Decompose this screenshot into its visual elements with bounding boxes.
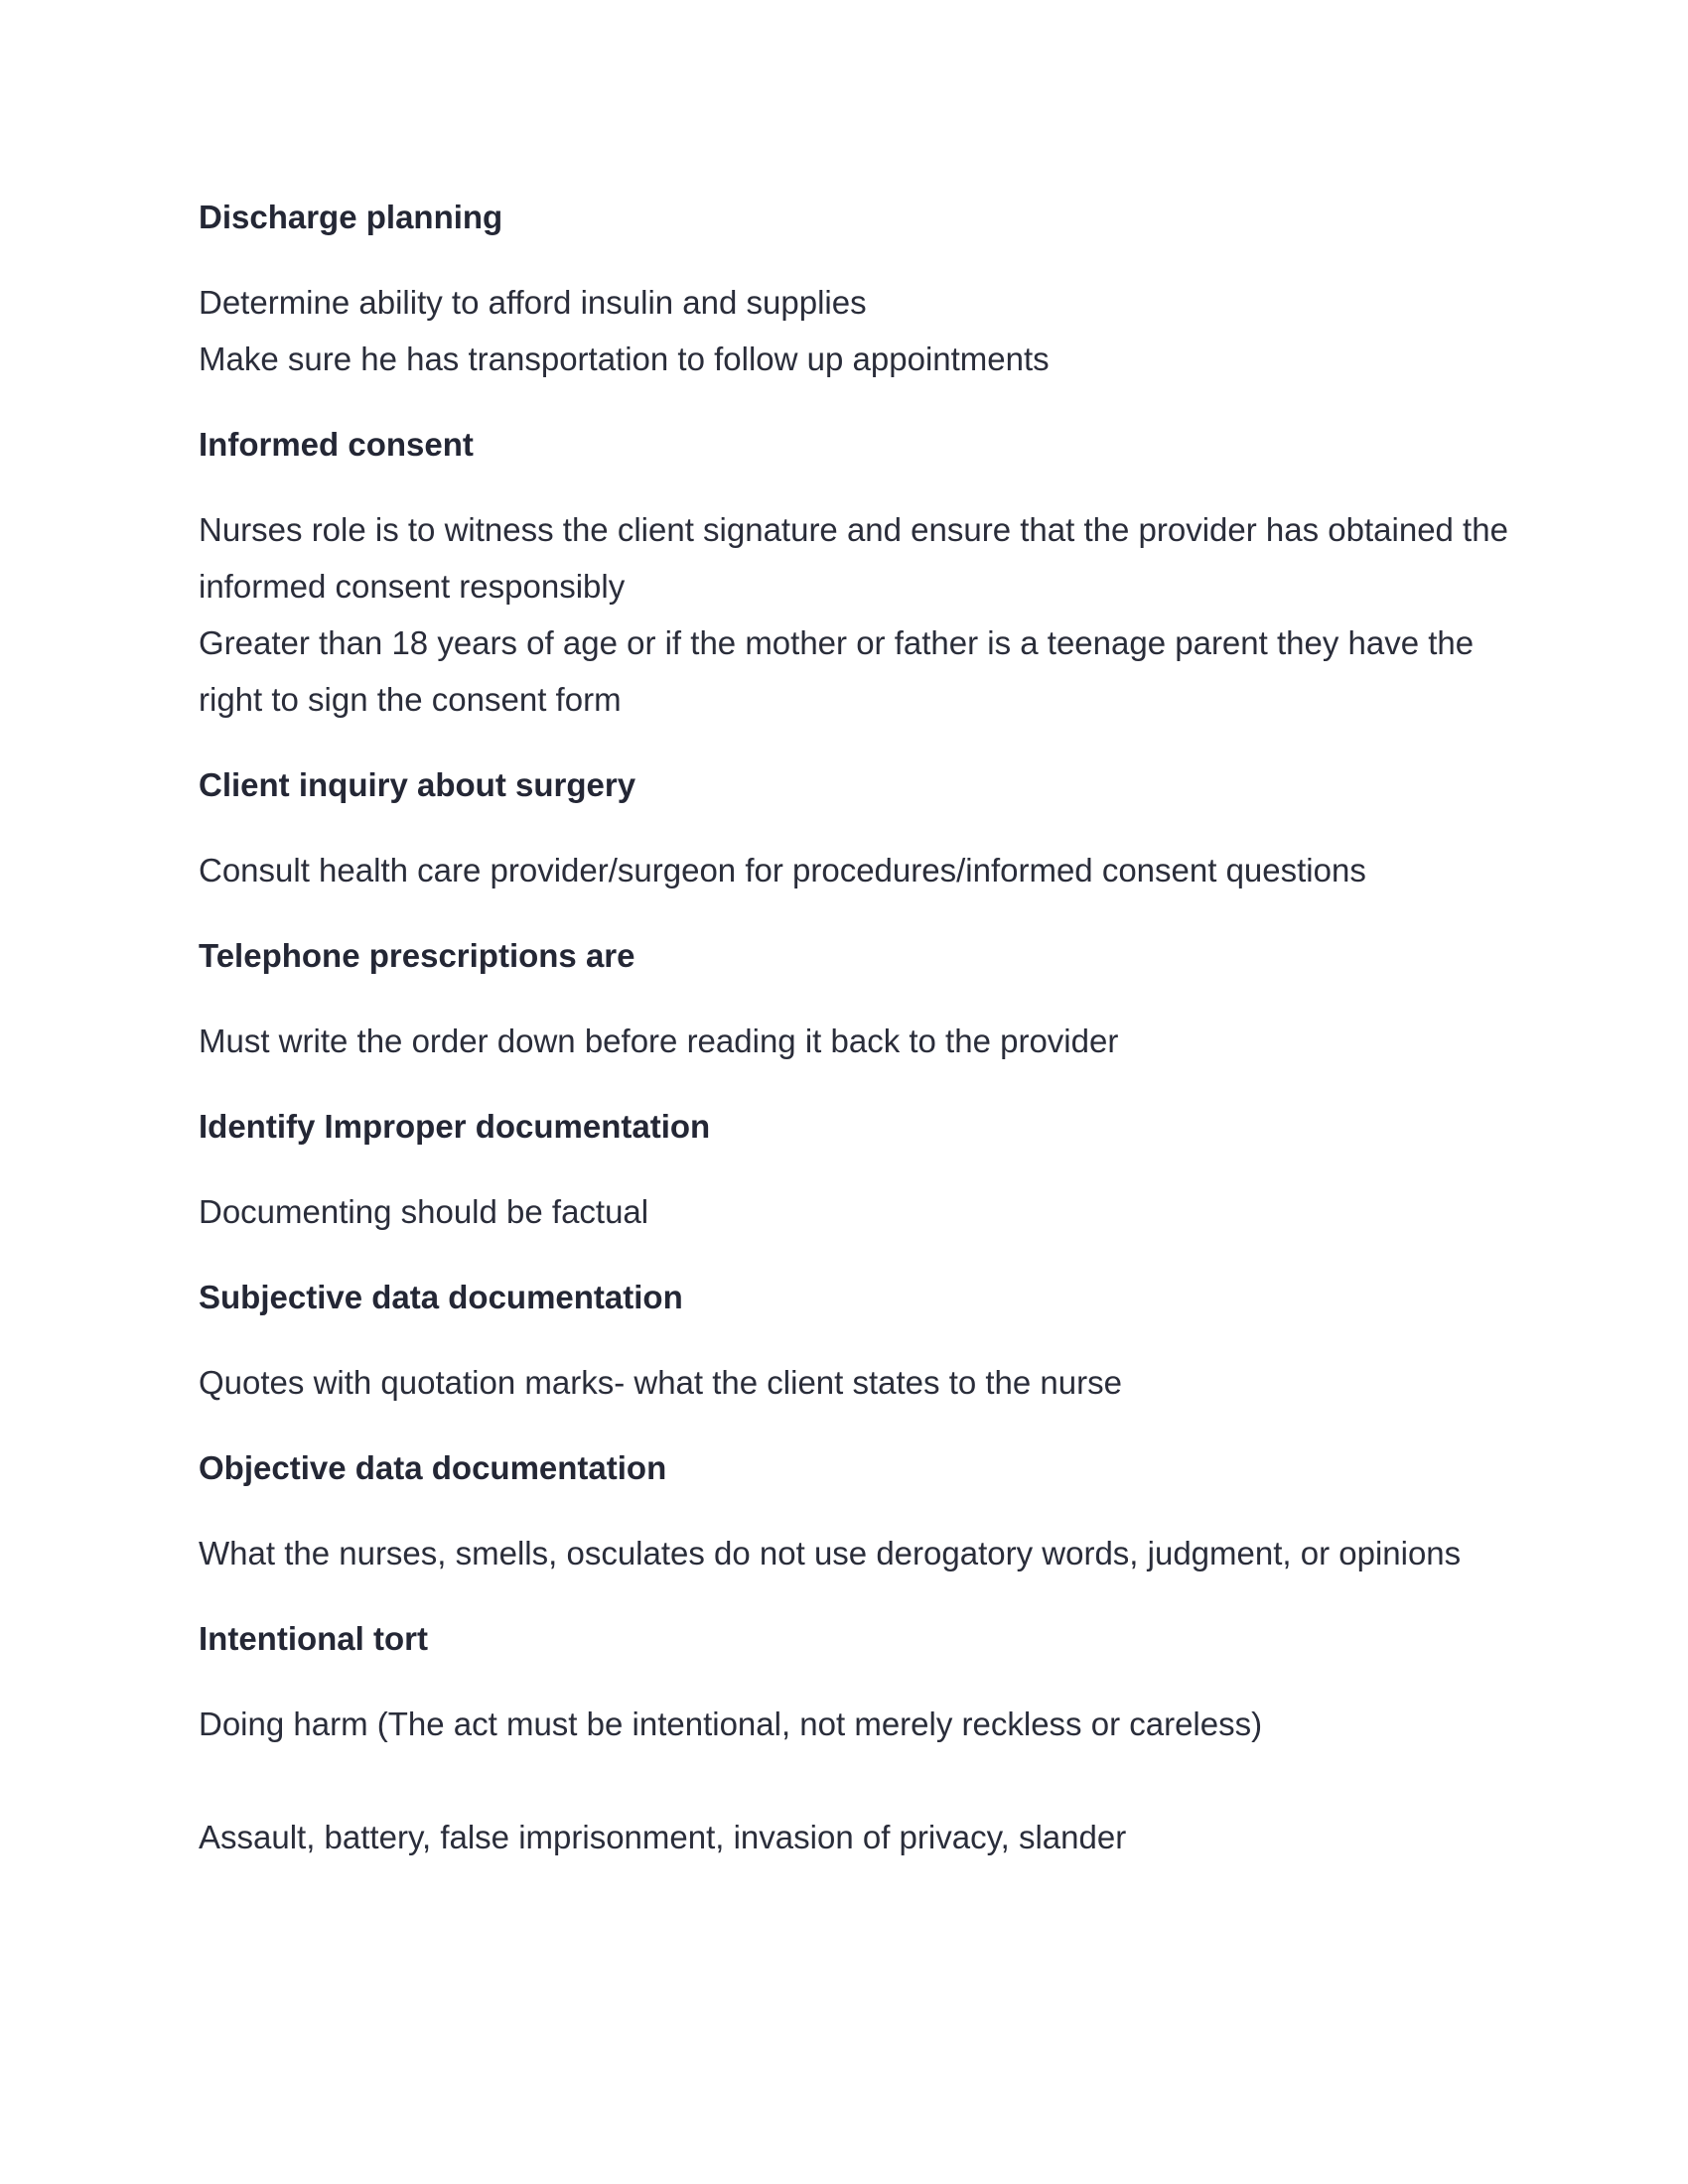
section-objective-data [199, 1445, 1529, 1581]
section-heading: Subjective data documentation [199, 1279, 683, 1315]
section-line: Greater than 18 years of age or if the mother or father is a teenage parent they have the right to sign the consent form [199, 624, 1475, 718]
section-heading: Client inquiry about surgery [199, 766, 636, 803]
trailing-paragraph: Assault, battery, false imprisonment, invasion of privacy, slander [199, 1819, 1127, 1855]
section-telephone-prescriptions [199, 933, 1529, 1069]
section-line: Documenting should be factual [199, 1193, 649, 1230]
section-informed-consent [199, 422, 1529, 728]
section-heading: Identify Improper documentation [199, 1108, 711, 1145]
section-intentional-tort [199, 1616, 1529, 1752]
section-heading: Informed consent [199, 426, 474, 463]
section-heading: Objective data documentation [199, 1449, 667, 1486]
section-heading: Intentional tort [199, 1620, 428, 1657]
section-client-inquiry [199, 762, 1529, 898]
section-line: Nurses role is to witness the client signature and ensure that the provider has obtained the informed consent responsibly [199, 511, 1508, 605]
section-discharge-planning [199, 195, 1529, 387]
section-line: Doing harm (The act must be intentional, not merely reckless or careless) [199, 1706, 1263, 1742]
section-line: Determine ability to afford insulin and supplies [199, 284, 867, 321]
section-line: What the nurses, smells, osculates do not use derogatory words, judgment, or opinions [199, 1535, 1462, 1571]
section-heading: Discharge planning [199, 199, 503, 235]
document-page [199, 195, 1529, 1865]
section-line: Consult health care provider/surgeon for procedures/informed consent questions [199, 852, 1366, 888]
section-line: Quotes with quotation marks- what the client states to the nurse [199, 1364, 1122, 1401]
section-line: Make sure he has transportation to follow up appointments [199, 341, 1050, 377]
section-heading: Telephone prescriptions are [199, 937, 635, 974]
section-line: Must write the order down before reading it back to the provider [199, 1023, 1119, 1059]
section-subjective-data [199, 1275, 1529, 1411]
section-improper-documentation [199, 1104, 1529, 1240]
